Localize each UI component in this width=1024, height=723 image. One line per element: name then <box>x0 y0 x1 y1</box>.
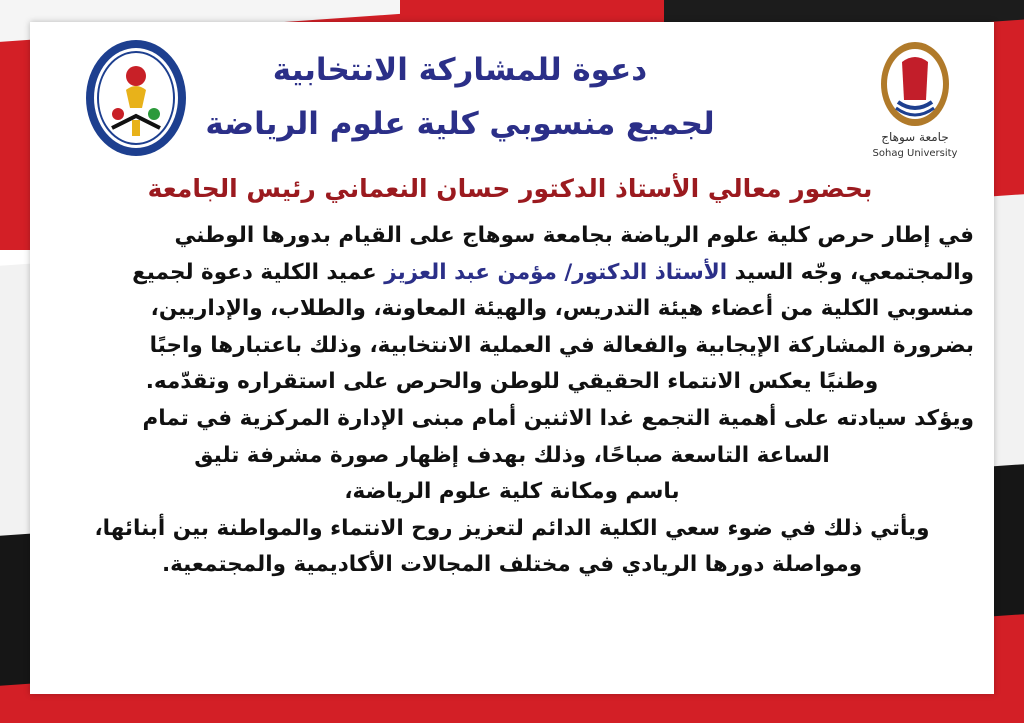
body-line: ومواصلة دورها الريادي في مختلف المجالات الأكاديمية والمجتمعية. <box>161 552 863 578</box>
sohag-university-logo <box>852 38 978 168</box>
invitation-title: دعوة للمشاركة الانتخابية <box>272 52 648 88</box>
dean-name: الأستاذ الدكتور/ مؤمن عبد العزيز <box>384 259 728 285</box>
body-line: باسم ومكانة كلية علوم الرياضة، <box>344 479 680 505</box>
university-name-arabic: جامعة سوهاج <box>881 130 949 144</box>
faculty-of-sports-science-logo <box>82 36 190 164</box>
body-line: الساعة التاسعة صباحًا، وذلك بهدف إظهار صورة مشرفة تليق <box>194 442 830 468</box>
attendance-line: بحضور معالي الأستاذ الدكتور حسان النعماني رئيس الجامعة <box>147 174 873 203</box>
university-name-english: Sohag University <box>872 148 958 159</box>
body-text: عميد الكلية دعوة لجميع <box>132 259 385 285</box>
body-line <box>50 255 974 292</box>
body-text: والمجتمعي، وجّه السيد <box>727 259 974 285</box>
invitation-subtitle-audience: لجميع منسوبي كلية علوم الرياضة <box>205 106 715 142</box>
body-line: بضرورة المشاركة الإيجابية والفعالة في العملية الانتخابية، وذلك باعتبارها واجبًا <box>149 332 974 358</box>
announcement-card <box>30 22 994 694</box>
body-line: ويؤكد سيادته على أهمية التجمع غدا الاثنين أمام مبنى الإدارة المركزية في تمام <box>142 405 974 431</box>
body-line: ويأتي ذلك في ضوء سعي الكلية الدائم لتعزيز روح الانتماء والمواطنة بين أبنائها، <box>94 515 930 541</box>
body-line: وطنيًا يعكس الانتماء الحقيقي للوطن والحرص على استقراره وتقدّمه. <box>145 369 879 395</box>
announcement-body <box>50 218 974 584</box>
body-line: في إطار حرص كلية علوم الرياضة بجامعة سوهاج على القيام بدورها الوطني <box>174 223 974 248</box>
body-line: منسوبي الكلية من أعضاء هيئة التدريس، والهيئة المعاونة، والطلاب، والإداريين، <box>150 296 974 322</box>
